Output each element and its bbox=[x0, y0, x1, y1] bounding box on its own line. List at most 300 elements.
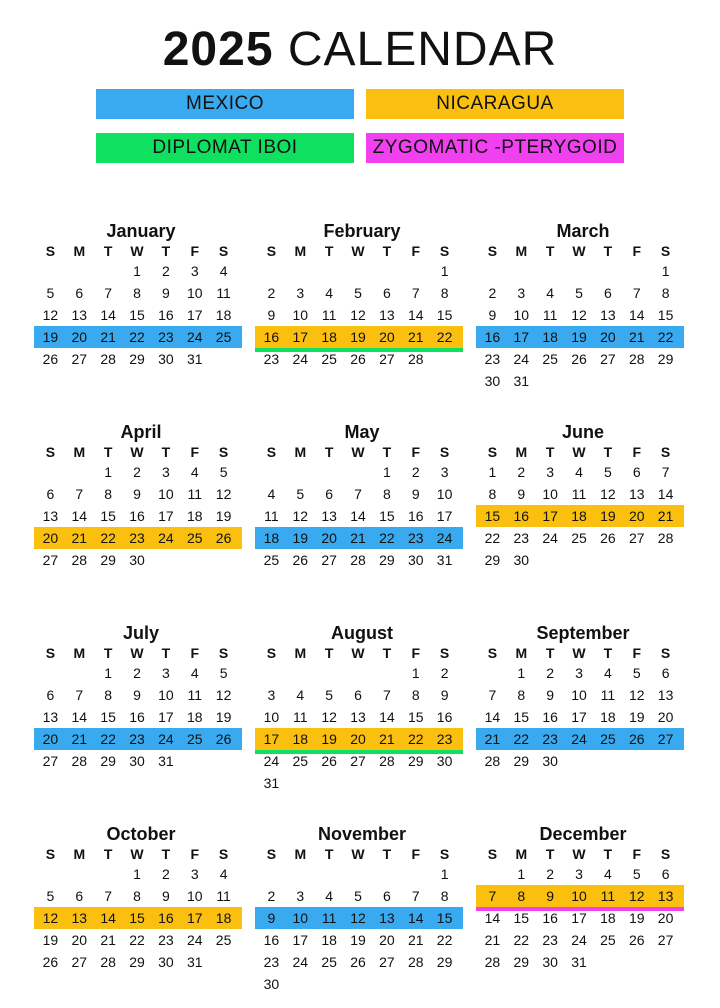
title-year: 2025 bbox=[162, 23, 274, 76]
day-cell: 22 bbox=[100, 530, 116, 546]
weekday-header: W bbox=[572, 243, 586, 259]
day-cell: 28 bbox=[379, 753, 395, 769]
day-cell: 2 bbox=[133, 464, 141, 480]
day-cell: 25 bbox=[321, 351, 337, 367]
day-cell: 25 bbox=[321, 954, 337, 970]
day-cell: 6 bbox=[75, 888, 84, 904]
title-word: CALENDAR bbox=[287, 23, 558, 76]
day-cell: 13 bbox=[42, 508, 59, 524]
day-cell: 4 bbox=[190, 464, 199, 480]
day-cell: 19 bbox=[215, 709, 232, 725]
day-cell: 21 bbox=[484, 731, 501, 747]
day-cell: 28 bbox=[484, 954, 501, 970]
day-cell: 18 bbox=[600, 709, 616, 725]
day-cell: 25 bbox=[263, 552, 280, 568]
day-cell: 12 bbox=[215, 486, 232, 502]
day-cell: 6 bbox=[46, 687, 55, 703]
day-cell: 12 bbox=[321, 709, 337, 725]
day-cell: 11 bbox=[216, 285, 231, 301]
month-february bbox=[257, 220, 467, 400]
day-cell: 30 bbox=[436, 753, 453, 769]
day-cell: 24 bbox=[542, 530, 558, 546]
day-cell: 16 bbox=[129, 709, 145, 725]
day-cell: 19 bbox=[571, 329, 587, 345]
day-cell: 7 bbox=[75, 687, 84, 703]
day-cell: 26 bbox=[628, 731, 645, 747]
day-cell: 31 bbox=[158, 753, 174, 769]
day-cell: 8 bbox=[488, 486, 497, 502]
day-cell: 3 bbox=[575, 866, 583, 882]
weekday-header: S bbox=[266, 444, 277, 460]
month-march bbox=[478, 220, 688, 400]
day-cell: 29 bbox=[129, 954, 145, 970]
day-cell: 17 bbox=[292, 329, 309, 345]
day-cell: 16 bbox=[542, 709, 558, 725]
day-cell: 10 bbox=[292, 910, 309, 926]
day-cell: 11 bbox=[216, 888, 231, 904]
day-cell: 20 bbox=[657, 910, 674, 926]
day-cell: 26 bbox=[292, 552, 309, 568]
day-cell: 26 bbox=[628, 932, 645, 948]
day-cell: 5 bbox=[632, 866, 641, 882]
weekday-header: S bbox=[218, 846, 229, 862]
day-cell: 17 bbox=[186, 910, 203, 926]
day-cell: 22 bbox=[513, 731, 530, 747]
weekday-header: F bbox=[411, 444, 420, 460]
day-cell: 29 bbox=[407, 753, 424, 769]
day-cell: 3 bbox=[546, 464, 555, 480]
day-cell: 25 bbox=[600, 731, 616, 747]
day-cell: 3 bbox=[190, 866, 199, 882]
month-name: September bbox=[536, 623, 630, 643]
day-cell: 13 bbox=[628, 486, 645, 502]
day-cell: 11 bbox=[600, 888, 616, 904]
weekday-header: M bbox=[294, 645, 307, 661]
day-cell: 23 bbox=[129, 530, 145, 546]
legend-item-diplomat-iboi: DIPLOMAT IBOI bbox=[96, 133, 354, 163]
month-name: December bbox=[539, 824, 627, 844]
day-cell: 17 bbox=[542, 508, 558, 524]
weekday-header: S bbox=[266, 243, 277, 259]
month-january bbox=[36, 220, 246, 400]
weekday-header: S bbox=[45, 645, 56, 661]
day-cell: 9 bbox=[411, 486, 420, 502]
weekday-header: W bbox=[572, 846, 586, 862]
day-cell: 23 bbox=[158, 932, 174, 948]
weekday-header: W bbox=[130, 444, 144, 460]
day-cell: 10 bbox=[158, 687, 174, 703]
weekday-header: W bbox=[130, 243, 144, 259]
day-cell: 17 bbox=[186, 307, 203, 323]
day-cell: 13 bbox=[321, 508, 337, 524]
weekday-header: F bbox=[190, 243, 199, 259]
day-cell: 6 bbox=[382, 888, 391, 904]
day-cell: 3 bbox=[296, 285, 305, 301]
day-cell: 16 bbox=[407, 508, 424, 524]
day-cell: 10 bbox=[263, 709, 280, 725]
day-cell: 14 bbox=[350, 508, 366, 524]
day-cell: 14 bbox=[657, 486, 674, 502]
day-cell: 6 bbox=[354, 687, 362, 703]
day-cell: 14 bbox=[484, 910, 501, 926]
day-cell: 9 bbox=[546, 687, 555, 703]
day-cell: 26 bbox=[42, 351, 59, 367]
day-cell: 23 bbox=[407, 530, 424, 546]
day-cell: 18 bbox=[321, 932, 337, 948]
day-cell: 1 bbox=[517, 866, 526, 882]
weekday-header: W bbox=[351, 645, 365, 661]
day-cell: 17 bbox=[513, 329, 530, 345]
day-cell: 27 bbox=[321, 552, 337, 568]
day-cell: 25 bbox=[600, 932, 616, 948]
day-cell: 23 bbox=[542, 731, 558, 747]
day-cell: 12 bbox=[42, 307, 59, 323]
day-cell: 16 bbox=[484, 329, 501, 345]
day-cell: 12 bbox=[600, 486, 616, 502]
weekday-header: S bbox=[45, 243, 56, 259]
day-cell: 3 bbox=[190, 263, 199, 279]
weekday-header: F bbox=[411, 243, 420, 259]
day-cell: 17 bbox=[158, 709, 174, 725]
day-cell: 20 bbox=[71, 329, 88, 345]
day-cell: 12 bbox=[628, 687, 645, 703]
weekday-header: T bbox=[324, 645, 334, 661]
day-cell: 10 bbox=[571, 687, 587, 703]
day-cell: 22 bbox=[436, 932, 453, 948]
day-cell: 10 bbox=[186, 888, 203, 904]
weekday-header: T bbox=[382, 645, 392, 661]
day-cell: 3 bbox=[161, 665, 170, 681]
day-cell: 5 bbox=[46, 888, 55, 904]
month-september bbox=[478, 622, 688, 802]
day-cell: 22 bbox=[657, 329, 674, 345]
day-cell: 8 bbox=[661, 285, 670, 301]
day-cell: 18 bbox=[215, 307, 232, 323]
day-cell: 11 bbox=[264, 508, 279, 524]
day-cell: 14 bbox=[628, 307, 645, 323]
day-cell: 12 bbox=[350, 307, 366, 323]
day-cell: 8 bbox=[104, 687, 113, 703]
day-cell: 30 bbox=[513, 552, 530, 568]
day-cell: 13 bbox=[71, 910, 88, 926]
day-cell: 13 bbox=[657, 687, 674, 703]
weekday-header: S bbox=[487, 444, 498, 460]
day-cell: 5 bbox=[632, 665, 641, 681]
day-cell: 20 bbox=[350, 731, 366, 747]
weekday-header: M bbox=[73, 846, 86, 862]
calendar-title bbox=[0, 22, 720, 78]
weekday-header: T bbox=[161, 444, 171, 460]
day-cell: 1 bbox=[104, 665, 113, 681]
day-cell: 15 bbox=[657, 307, 674, 323]
day-cell: 19 bbox=[600, 508, 616, 524]
day-cell: 6 bbox=[325, 486, 334, 502]
day-cell: 10 bbox=[513, 307, 530, 323]
month-august bbox=[257, 622, 467, 802]
weekday-header: S bbox=[439, 645, 450, 661]
day-cell: 3 bbox=[267, 687, 276, 703]
day-cell: 12 bbox=[628, 888, 645, 904]
weekday-header: S bbox=[45, 444, 56, 460]
day-cell: 15 bbox=[129, 307, 145, 323]
day-cell: 5 bbox=[603, 464, 612, 480]
day-cell: 3 bbox=[517, 285, 526, 301]
day-cell: 12 bbox=[350, 910, 366, 926]
day-cell: 19 bbox=[42, 329, 59, 345]
day-cell: 15 bbox=[100, 709, 116, 725]
day-cell: 21 bbox=[71, 530, 88, 546]
month-name: October bbox=[106, 824, 176, 844]
day-cell: 6 bbox=[75, 285, 84, 301]
day-cell: 11 bbox=[293, 709, 308, 725]
day-cell: 30 bbox=[542, 954, 558, 970]
day-cell: 9 bbox=[161, 888, 170, 904]
day-cell: 9 bbox=[133, 687, 141, 703]
weekday-header: F bbox=[632, 645, 641, 661]
day-cell: 15 bbox=[129, 910, 145, 926]
day-cell: 11 bbox=[571, 486, 587, 502]
month-july bbox=[36, 622, 246, 802]
day-cell: 14 bbox=[100, 910, 116, 926]
day-cell: 24 bbox=[263, 753, 280, 769]
weekday-header: T bbox=[103, 846, 113, 862]
day-cell: 24 bbox=[158, 530, 174, 546]
day-cell: 1 bbox=[133, 263, 141, 279]
day-cell: 1 bbox=[382, 464, 391, 480]
day-cell: 3 bbox=[296, 888, 305, 904]
day-cell: 31 bbox=[571, 954, 587, 970]
day-cell: 17 bbox=[571, 910, 587, 926]
day-cell: 27 bbox=[657, 932, 674, 948]
day-cell: 22 bbox=[513, 932, 530, 948]
month-name: May bbox=[344, 422, 380, 442]
day-cell: 21 bbox=[100, 932, 116, 948]
weekday-header: F bbox=[411, 846, 420, 862]
weekday-header: M bbox=[515, 444, 528, 460]
day-cell: 26 bbox=[571, 351, 587, 367]
weekday-header: F bbox=[632, 243, 641, 259]
month-may bbox=[257, 421, 467, 601]
day-cell: 27 bbox=[657, 731, 674, 747]
day-cell: 7 bbox=[488, 687, 497, 703]
day-cell: 18 bbox=[263, 530, 280, 546]
day-cell: 1 bbox=[661, 263, 670, 279]
weekday-header: T bbox=[545, 444, 555, 460]
day-cell: 18 bbox=[600, 910, 616, 926]
day-cell: 11 bbox=[321, 910, 337, 926]
day-cell: 4 bbox=[325, 888, 334, 904]
day-cell: 21 bbox=[407, 932, 424, 948]
day-cell: 6 bbox=[632, 464, 641, 480]
day-cell: 1 bbox=[411, 665, 420, 681]
month-december bbox=[478, 823, 688, 1003]
day-cell: 14 bbox=[71, 709, 88, 725]
day-cell: 16 bbox=[542, 910, 558, 926]
day-cell: 9 bbox=[267, 307, 276, 323]
day-cell: 10 bbox=[186, 285, 203, 301]
day-cell: 8 bbox=[133, 888, 141, 904]
day-cell: 10 bbox=[158, 486, 174, 502]
day-cell: 22 bbox=[100, 731, 116, 747]
weekday-header: S bbox=[660, 846, 671, 862]
day-cell: 21 bbox=[484, 932, 501, 948]
day-cell: 24 bbox=[571, 731, 587, 747]
day-cell: 28 bbox=[407, 954, 424, 970]
day-cell: 1 bbox=[104, 464, 113, 480]
day-cell: 11 bbox=[600, 687, 616, 703]
day-cell: 18 bbox=[292, 731, 309, 747]
day-cell: 26 bbox=[321, 753, 337, 769]
day-cell: 23 bbox=[436, 731, 453, 747]
weekday-header: S bbox=[660, 444, 671, 460]
weekday-header: T bbox=[103, 243, 113, 259]
day-cell: 15 bbox=[100, 508, 116, 524]
day-cell: 16 bbox=[513, 508, 530, 524]
day-cell: 20 bbox=[657, 709, 674, 725]
day-cell: 4 bbox=[603, 866, 612, 882]
day-cell: 21 bbox=[71, 731, 88, 747]
day-cell: 14 bbox=[100, 307, 116, 323]
weekday-header: S bbox=[487, 645, 498, 661]
day-cell: 20 bbox=[600, 329, 616, 345]
weekday-header: T bbox=[545, 243, 555, 259]
day-cell: 18 bbox=[542, 329, 558, 345]
day-cell: 4 bbox=[325, 285, 334, 301]
weekday-header: S bbox=[266, 645, 277, 661]
day-cell: 20 bbox=[379, 329, 395, 345]
day-cell: 16 bbox=[129, 508, 145, 524]
day-cell: 20 bbox=[71, 932, 88, 948]
day-cell: 18 bbox=[215, 910, 232, 926]
day-cell: 2 bbox=[161, 263, 170, 279]
day-cell: 4 bbox=[546, 285, 555, 301]
weekday-header: T bbox=[545, 846, 555, 862]
day-cell: 25 bbox=[186, 731, 203, 747]
day-cell: 8 bbox=[382, 486, 391, 502]
day-cell: 30 bbox=[129, 753, 145, 769]
weekday-header: F bbox=[190, 645, 199, 661]
day-cell: 6 bbox=[382, 285, 391, 301]
day-cell: 5 bbox=[219, 665, 228, 681]
day-cell: 15 bbox=[379, 508, 395, 524]
day-cell: 21 bbox=[379, 731, 395, 747]
weekday-header: S bbox=[266, 846, 277, 862]
day-cell: 6 bbox=[661, 665, 670, 681]
day-cell: 16 bbox=[158, 910, 174, 926]
day-cell: 29 bbox=[100, 753, 116, 769]
weekday-header: T bbox=[103, 444, 113, 460]
day-cell: 14 bbox=[407, 910, 424, 926]
weekday-header: S bbox=[660, 645, 671, 661]
day-cell: 9 bbox=[517, 486, 526, 502]
day-cell: 22 bbox=[484, 530, 501, 546]
day-cell: 4 bbox=[603, 665, 612, 681]
day-cell: 10 bbox=[542, 486, 558, 502]
day-cell: 29 bbox=[513, 954, 530, 970]
day-cell: 8 bbox=[440, 285, 449, 301]
day-cell: 2 bbox=[267, 285, 276, 301]
day-cell: 24 bbox=[186, 329, 203, 345]
day-cell: 2 bbox=[488, 285, 497, 301]
day-cell: 30 bbox=[263, 976, 280, 992]
weekday-header: S bbox=[218, 444, 229, 460]
day-cell: 28 bbox=[71, 552, 88, 568]
day-cell: 29 bbox=[436, 954, 453, 970]
day-cell: 9 bbox=[267, 910, 276, 926]
day-cell: 11 bbox=[321, 307, 337, 323]
day-cell: 2 bbox=[440, 665, 449, 681]
weekday-header: F bbox=[632, 846, 641, 862]
day-cell: 4 bbox=[219, 866, 228, 882]
month-name: February bbox=[323, 221, 401, 241]
weekday-header: T bbox=[103, 645, 113, 661]
day-cell: 16 bbox=[436, 709, 453, 725]
day-cell: 26 bbox=[215, 731, 232, 747]
weekday-header: M bbox=[515, 243, 528, 259]
day-cell: 9 bbox=[133, 486, 141, 502]
day-cell: 29 bbox=[484, 552, 501, 568]
day-cell: 25 bbox=[542, 351, 558, 367]
day-cell: 30 bbox=[542, 753, 558, 769]
day-cell: 20 bbox=[321, 530, 337, 546]
month-june bbox=[478, 421, 688, 601]
weekday-header: T bbox=[382, 243, 392, 259]
day-cell: 3 bbox=[575, 665, 583, 681]
day-cell: 18 bbox=[321, 329, 337, 345]
day-cell: 27 bbox=[379, 954, 395, 970]
day-cell: 22 bbox=[379, 530, 395, 546]
day-cell: 13 bbox=[350, 709, 366, 725]
day-cell: 27 bbox=[42, 552, 59, 568]
day-cell: 5 bbox=[575, 285, 583, 301]
day-cell: 27 bbox=[350, 753, 366, 769]
day-cell: 28 bbox=[657, 530, 674, 546]
day-cell: 14 bbox=[379, 709, 395, 725]
weekday-header: T bbox=[324, 444, 334, 460]
day-cell: 16 bbox=[158, 307, 174, 323]
weekday-header: W bbox=[130, 645, 144, 661]
day-cell: 21 bbox=[100, 329, 116, 345]
day-cell: 17 bbox=[158, 508, 174, 524]
day-cell: 22 bbox=[436, 329, 453, 345]
day-cell: 5 bbox=[325, 687, 334, 703]
day-cell: 26 bbox=[215, 530, 232, 546]
weekday-header: T bbox=[161, 243, 171, 259]
weekday-header: F bbox=[411, 645, 420, 661]
weekday-header: F bbox=[190, 444, 199, 460]
day-cell: 15 bbox=[407, 709, 424, 725]
day-cell: 1 bbox=[440, 263, 449, 279]
day-cell: 26 bbox=[350, 351, 366, 367]
day-cell: 21 bbox=[407, 329, 424, 345]
day-cell: 20 bbox=[42, 530, 59, 546]
weekday-header: M bbox=[294, 243, 307, 259]
day-cell: 18 bbox=[186, 508, 203, 524]
day-cell: 24 bbox=[571, 932, 587, 948]
day-cell: 27 bbox=[71, 351, 88, 367]
day-cell: 4 bbox=[190, 665, 199, 681]
day-cell: 17 bbox=[436, 508, 453, 524]
day-cell: 6 bbox=[603, 285, 612, 301]
day-cell: 30 bbox=[129, 552, 145, 568]
month-name: January bbox=[106, 221, 176, 241]
day-cell: 25 bbox=[215, 932, 232, 948]
day-cell: 23 bbox=[263, 954, 280, 970]
day-cell: 7 bbox=[104, 888, 113, 904]
day-cell: 21 bbox=[350, 530, 366, 546]
day-cell: 23 bbox=[158, 329, 174, 345]
day-cell: 28 bbox=[100, 351, 116, 367]
